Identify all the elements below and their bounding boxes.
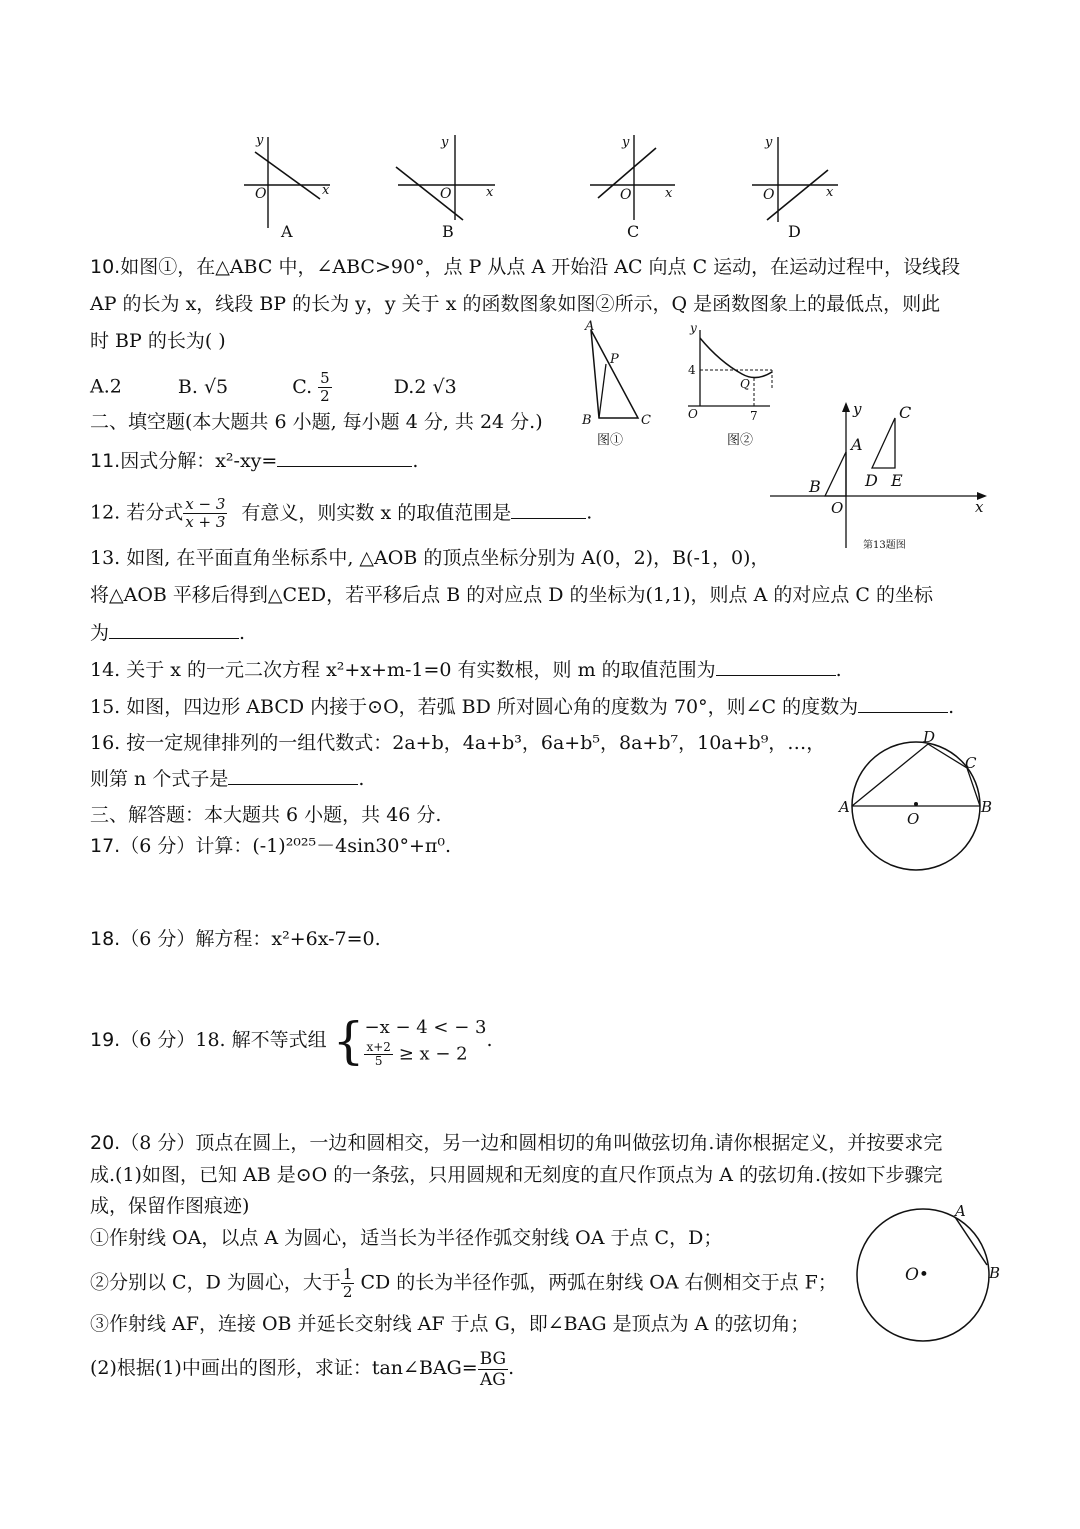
- q10-fig2-caption: 图②: [727, 433, 754, 448]
- q20-line2: 成.(1)如图，已知 AB 是⊙O 的一条弦，只用圆规和无刻度的直尺作顶点为 A 的弦切角.(按如下步骤完: [90, 1164, 943, 1186]
- svg-text:C: C: [641, 413, 651, 428]
- svg-text:Q: Q: [740, 377, 750, 391]
- q20-step1: ①作射线 OA，以点 A 为圆心，适当长为半径作弧交射线 OA 于点 C，D；: [90, 1227, 723, 1249]
- svg-text:E: E: [891, 471, 903, 490]
- q20-circle-figure: [855, 1200, 1035, 1360]
- q18: 18.（6 分）解方程：x²+6x-7=0.: [90, 928, 381, 950]
- graph-a-o: O: [255, 186, 267, 202]
- svg-text:y: y: [690, 321, 697, 335]
- graph-d: [752, 135, 838, 241]
- q13-answer-blank[interactable]: [109, 620, 239, 639]
- q20-line1: 20.（8 分）顶点在圆上，一边和圆相交，另一边和圆相切的角叫做弦切角.请你根据定义，并按要求完: [90, 1132, 943, 1154]
- graph-b-o: O: [440, 186, 452, 202]
- graph-b-label: B: [442, 222, 454, 241]
- svg-text:B: B: [981, 798, 993, 816]
- q10-option-b: B. √5: [177, 375, 229, 398]
- graph-a-x: x: [322, 183, 330, 198]
- svg-text:4: 4: [688, 363, 696, 377]
- q16-line1: 16. 按一定规律排列的一组代数式：2a+b，4a+b³，6a+b⁵，8a+b⁷，10a+b⁹，…，: [90, 732, 826, 754]
- q19: 19.（6 分）18. 解不等式组 { −x − 4 < − 3 $\frac{x+2}{5}$ ≥ x − 2 .: [90, 1012, 493, 1070]
- graph-c-o: O: [620, 187, 632, 203]
- graph-d-x: x: [826, 185, 834, 200]
- svg-text:O: O: [831, 499, 844, 517]
- q11-answer-blank[interactable]: [277, 448, 412, 467]
- section-3-title: 三、解答题：本大题共 6 小题，共 46 分.: [90, 804, 442, 826]
- q15: 15. 如图，四边形 ABCD 内接于⊙O，若弧 BD 所对圆心角的度数为 70°，则∠C 的度数为 .: [90, 696, 955, 718]
- svg-text:D: D: [865, 471, 878, 490]
- svg-text:D: D: [923, 728, 936, 746]
- graph-b: [396, 135, 495, 241]
- svg-text:B: B: [989, 1264, 1001, 1282]
- graph-b-y: y: [441, 135, 449, 150]
- svg-text:A: A: [585, 319, 595, 334]
- q12-answer-blank[interactable]: [511, 500, 586, 519]
- q17: 17.（6 分）计算：(-1)²⁰²⁵－4sin30°+π⁰.: [90, 835, 452, 857]
- svg-text:B: B: [582, 413, 592, 428]
- svg-text:A: A: [955, 1202, 966, 1220]
- svg-text:A: A: [839, 798, 850, 816]
- q13-figure: [765, 398, 995, 558]
- q12: 12. 若分式 $\frac{x - 3}{x + 3}$ 有意义，则实数 x 的取值范围是 .: [90, 495, 593, 531]
- q13-line3: 为 .: [90, 622, 246, 644]
- q10-figure-1: [575, 318, 665, 448]
- svg-text:B: B: [809, 477, 821, 496]
- q11: 11.因式分解：x²-xy= .: [90, 450, 419, 472]
- q9-graphs: [0, 0, 1080, 250]
- q13-line2: 将△AOB 平移后得到△CED，若平移后点 B 的对应点 D 的坐标为(1,1)，则点 A 的对应点 C 的坐标: [90, 584, 933, 606]
- q13-caption: 第13题图: [863, 540, 906, 551]
- graph-c-x: x: [665, 186, 673, 201]
- svg-text:C: C: [899, 403, 912, 422]
- svg-text:A: A: [851, 435, 863, 454]
- svg-text:C: C: [965, 754, 977, 772]
- q10-options: [90, 370, 457, 405]
- q13-line1: 13. 如图, 在平面直角坐标系中, △AOB 的顶点坐标分别为 A(0，2)，B(-1，0)，: [90, 547, 770, 569]
- q20-step3: ③作射线 AF，连接 OB 并延长交射线 AF 于点 G，即∠BAG 是顶点为 A 的弦切角；: [90, 1313, 810, 1335]
- q16-answer-blank[interactable]: [228, 766, 358, 785]
- svg-text:O•: O•: [905, 1265, 929, 1285]
- q15-circle-figure: [835, 728, 1010, 873]
- q10-option-d: D.2 √3: [393, 375, 457, 398]
- svg-text:x: x: [975, 498, 984, 516]
- q14: 14. 关于 x 的一元二次方程 x²+x+m-1=0 有实数根，则 m 的取值范围为 .: [90, 659, 842, 681]
- q10-option-c: C. $\frac{5}{2}$: [292, 369, 330, 405]
- q10-line1: 10.如图①，在△ABC 中，∠ABC>90°，点 P 从点 A 开始沿 AC 向点 C 运动，在运动过程中，设线段: [90, 256, 961, 278]
- q15-answer-blank[interactable]: [858, 694, 948, 713]
- graph-a-y: y: [256, 133, 264, 148]
- svg-text:y: y: [853, 400, 862, 418]
- graph-d-o: O: [763, 187, 775, 203]
- q19-brace: {: [332, 1012, 365, 1070]
- svg-text:O: O: [688, 407, 698, 421]
- graph-c: [590, 135, 675, 241]
- q20-part2: (2)根据(1)中画出的图形，求证：tan∠BAG= $\frac{BG}{AG}$ .: [90, 1348, 515, 1390]
- q20-line3: 成，保留作图痕迹): [90, 1195, 250, 1217]
- svg-text:P: P: [610, 352, 619, 367]
- svg-text:7: 7: [750, 409, 758, 423]
- graph-a: [244, 133, 330, 241]
- graph-b-x: x: [486, 185, 494, 200]
- graph-d-label: D: [788, 222, 801, 241]
- q10-fig1-caption: 图①: [597, 433, 624, 448]
- q20-step2: ②分别以 C，D 为圆心，大于 $\frac{1}{2}$ CD 的长为半径作弧，两弧在射线 OA 右侧相交于点 F；: [90, 1265, 837, 1301]
- q19-system: −x − 4 < − 3 $\frac{x+2}{5}$ ≥ x − 2: [364, 1016, 487, 1068]
- graph-c-label: C: [627, 222, 640, 241]
- graph-d-y: y: [765, 135, 773, 150]
- section-2-title: 二、填空题(本大题共 6 小题, 每小题 4 分, 共 24 分.): [90, 411, 543, 433]
- svg-text:O: O: [907, 810, 920, 828]
- q10-line2: AP 的长为 x，线段 BP 的长为 y，y 关于 x 的函数图象如图②所示，Q 是函数图象上的最低点，则此: [90, 293, 941, 315]
- q10-option-a: A.2: [90, 375, 122, 398]
- q16-line2: 则第 n 个式子是 .: [90, 768, 365, 790]
- q14-answer-blank[interactable]: [716, 657, 836, 676]
- graph-a-label: A: [281, 222, 293, 241]
- q10-line3: 时 BP 的长为( ): [90, 330, 226, 352]
- graph-c-y: y: [622, 135, 630, 150]
